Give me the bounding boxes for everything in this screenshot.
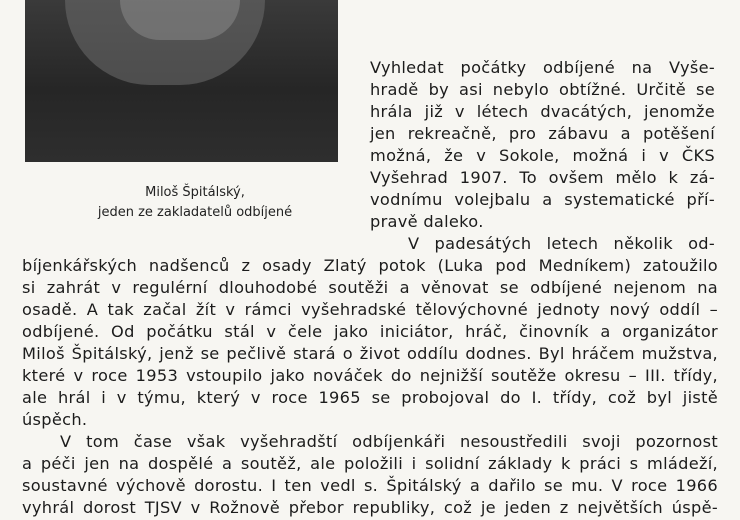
- text-line: Miloš Špitálský, jenž se pečlivě stará o život oddílu dodnes. Byl hráčem mužstva,: [22, 344, 718, 363]
- text-line: V tom čase však vyšehradští odbíjenkáři nesoustředili svoji pozornost: [60, 432, 718, 451]
- text-line: si zahrát v regulérní dlouhodobé soutěži a věnovat se odbíjené nejenom na: [22, 278, 718, 297]
- text-line: a péči jen na dospělé a soutěž, ale položili i solidní základy k práci s mládeží,: [22, 454, 718, 473]
- caption-role: jeden ze zakladatelů odbíjené: [97, 205, 293, 220]
- text-line: odbíjené. Od počátku stál v čele jako iniciátor, hráč, činovník a organizátor: [22, 322, 718, 341]
- text-line: hradě by asi nebylo obtížné. Určitě se: [370, 80, 715, 99]
- text-line: hrála již v létech dvacátých, jenomže: [370, 102, 715, 121]
- text-line: Vyšehrad 1907. To ovšem mělo k zá-: [370, 168, 715, 187]
- text-line: které v roce 1953 vstoupilo jako nováček do nejnižší soutěže okresu – III. třídy,: [22, 366, 718, 385]
- text-line: V padesátých letech několik od-: [408, 234, 715, 253]
- text-line: soustavné výchově dorostu. I ten vedl s. Špitálský a dařilo se mu. V roce 1966: [22, 476, 718, 495]
- photo-caption: [70, 183, 320, 223]
- text-line: ale hrál i v týmu, který v roce 1965 se probojoval do I. třídy, což byl jistě: [22, 388, 718, 407]
- text-line: jen rekreačně, pro zábavu a potěšení: [370, 124, 715, 143]
- text-line: bíjenkářských nadšenců z osady Zlatý potok (Luka pod Medníkem) zatoužilo: [22, 256, 718, 275]
- text-line: úspěch.: [22, 410, 88, 429]
- portrait-photo: [25, 0, 338, 162]
- caption-name: Miloš Špitálský,: [145, 185, 245, 200]
- text-line: vyhrál dorost TJSV v Rožnově přebor republiky, což je jeden z největších úspě-: [22, 498, 718, 517]
- text-line: možná, že v Sokole, možná i v ČKS: [370, 146, 715, 165]
- text-line: pravě daleko.: [370, 212, 484, 231]
- text-line: Vyhledat počátky odbíjené na Vyše-: [370, 58, 715, 77]
- text-line: vodnímu volejbalu a systematické pří-: [370, 190, 715, 209]
- text-line: osadě. A tak začal žít v rámci vyšehradské tělovýchovné jednoty nový oddíl –: [22, 300, 718, 319]
